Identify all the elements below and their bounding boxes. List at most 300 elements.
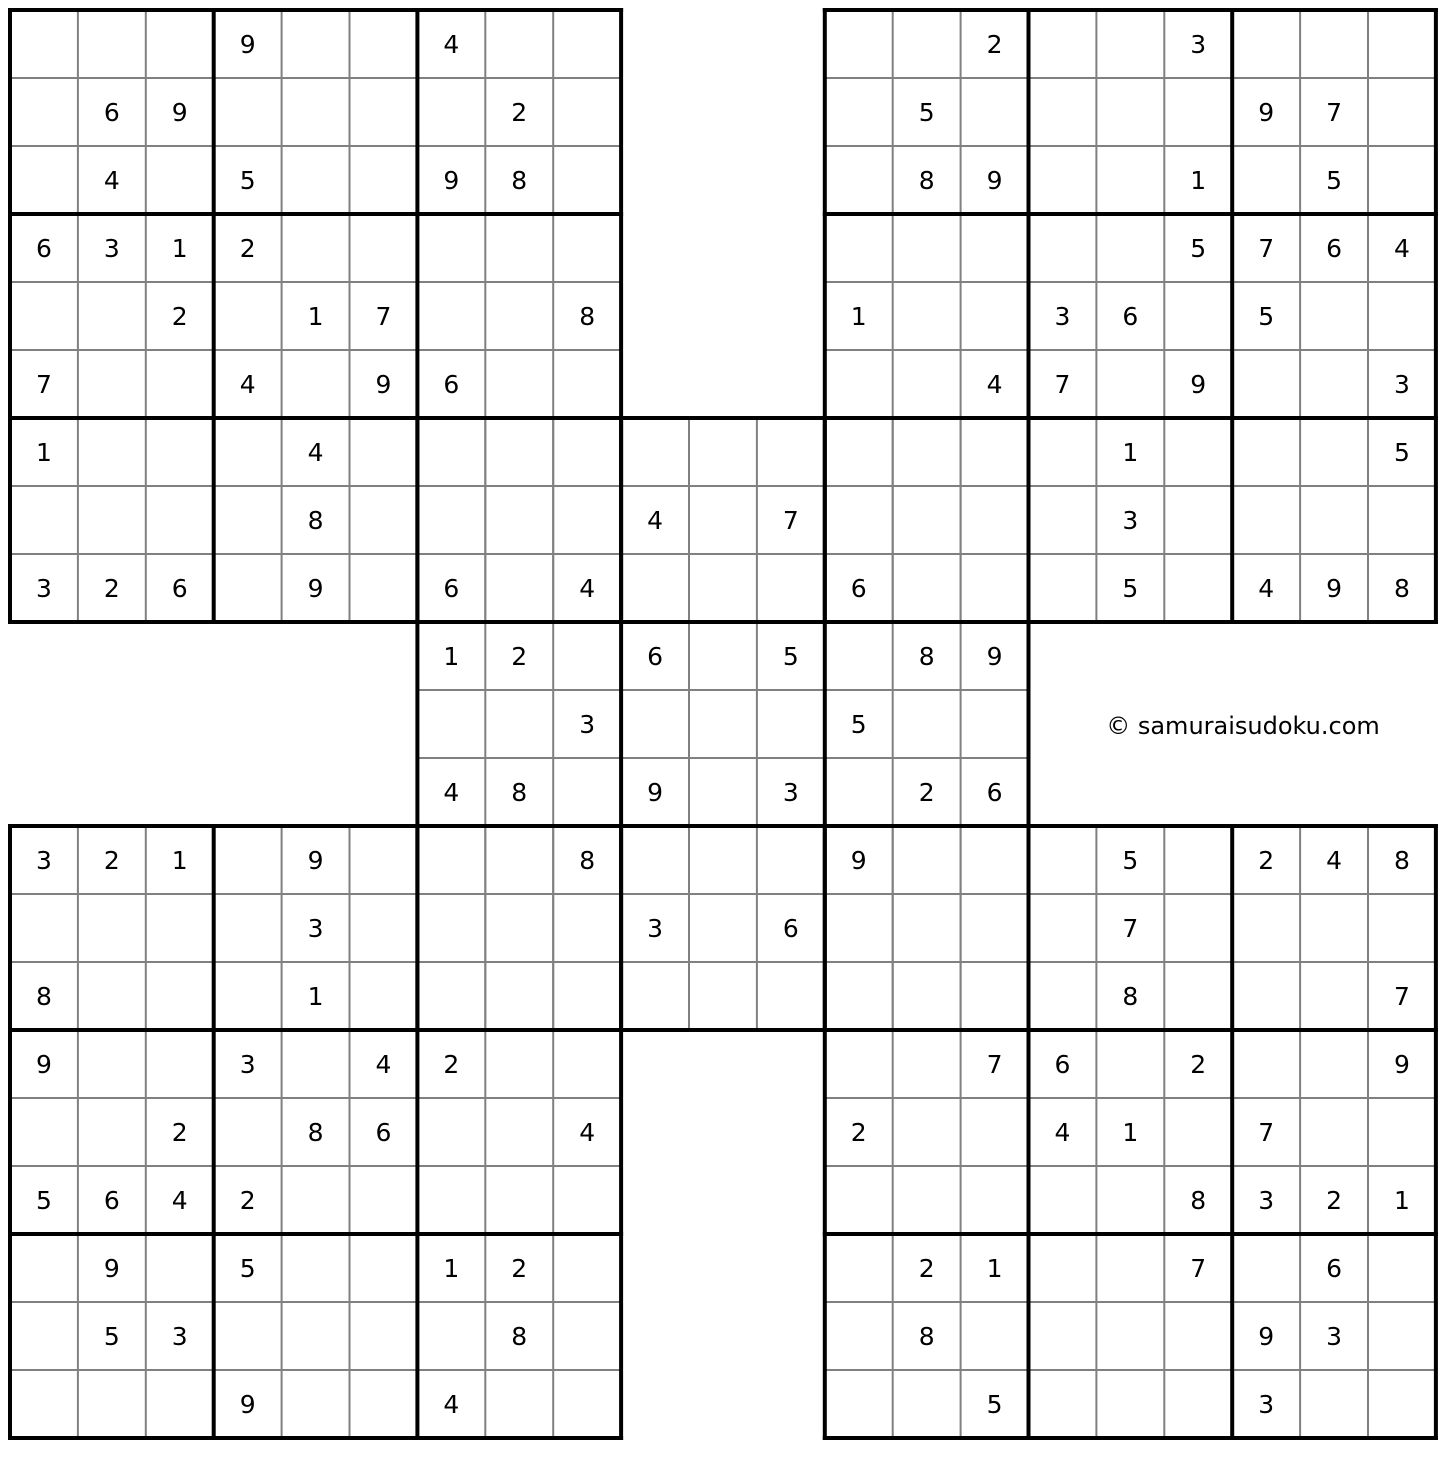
sudoku-cell-top-right[interactable] [1029, 146, 1097, 214]
given-digit: 7 [1054, 370, 1071, 399]
sudoku-cell-center[interactable] [485, 418, 553, 486]
sudoku-cell-top-right[interactable] [1232, 486, 1300, 554]
given-digit: 3 [579, 710, 596, 739]
sudoku-cell-center[interactable] [417, 418, 485, 486]
sudoku-cell-center[interactable] [825, 486, 893, 554]
given-digit: 8 [1122, 982, 1139, 1011]
sudoku-cell-bottom-left[interactable] [146, 1370, 214, 1438]
sudoku-cell-bottom-left[interactable] [417, 1098, 485, 1166]
sudoku-cell-top-right[interactable] [825, 214, 893, 282]
sudoku-cell-bottom-right[interactable] [1164, 894, 1232, 962]
sudoku-cell-bottom-left[interactable] [282, 1302, 350, 1370]
sudoku-cell-bottom-left[interactable] [485, 1030, 553, 1098]
given-digit: 7 [1190, 1254, 1207, 1283]
given-digit: 8 [918, 166, 935, 195]
sudoku-cell-bottom-right[interactable] [1029, 826, 1097, 894]
sudoku-cell-bottom-left[interactable] [417, 962, 485, 1030]
given-digit: 7 [35, 370, 52, 399]
sudoku-cell-center[interactable] [621, 690, 689, 758]
given-digit: 4 [579, 1118, 596, 1147]
sudoku-cell-bottom-left[interactable] [350, 962, 418, 1030]
sudoku-cell-center[interactable] [485, 486, 553, 554]
sudoku-cell-top-left[interactable] [78, 486, 146, 554]
sudoku-cell-top-left[interactable] [78, 418, 146, 486]
sudoku-cell-top-left[interactable] [485, 350, 553, 418]
sudoku-cell-top-right[interactable] [1232, 10, 1300, 78]
sudoku-cell-bottom-right[interactable] [1029, 1302, 1097, 1370]
sudoku-cell-center[interactable] [689, 758, 757, 826]
sudoku-cell-center[interactable] [893, 418, 961, 486]
sudoku-cell-bottom-right[interactable] [1096, 1302, 1164, 1370]
sudoku-cell-center[interactable] [621, 826, 689, 894]
given-digit: 3 [1393, 370, 1410, 399]
sudoku-cell-bottom-left[interactable] [417, 1166, 485, 1234]
sudoku-cell-top-left[interactable] [282, 214, 350, 282]
sudoku-cell-center[interactable] [689, 486, 757, 554]
sudoku-cell-bottom-right[interactable] [825, 894, 893, 962]
sudoku-cell-center[interactable] [961, 554, 1029, 622]
given-digit: 9 [1190, 370, 1207, 399]
sudoku-cell-bottom-right[interactable] [1368, 1234, 1436, 1302]
given-digit: 2 [171, 302, 188, 331]
sudoku-cell-top-right[interactable] [1096, 350, 1164, 418]
sudoku-cell-bottom-left[interactable] [485, 894, 553, 962]
given-digit: 7 [782, 506, 799, 535]
sudoku-cell-center[interactable] [417, 486, 485, 554]
sudoku-cell-top-left[interactable] [553, 10, 621, 78]
sudoku-cell-bottom-left[interactable] [350, 826, 418, 894]
sudoku-cell-top-left[interactable] [282, 146, 350, 214]
given-digit: 6 [1326, 1254, 1343, 1283]
sudoku-cell-top-right[interactable] [1096, 146, 1164, 214]
given-digit: 6 [782, 914, 799, 943]
sudoku-cell-bottom-right[interactable] [825, 1166, 893, 1234]
sudoku-cell-center[interactable] [825, 622, 893, 690]
given-digit: 3 [1190, 30, 1207, 59]
sudoku-cell-bottom-right[interactable] [961, 826, 1029, 894]
sudoku-cell-center[interactable] [825, 418, 893, 486]
sudoku-cell-top-right[interactable] [1300, 350, 1368, 418]
sudoku-cell-top-right[interactable] [1368, 146, 1436, 214]
sudoku-cell-bottom-left[interactable] [10, 894, 78, 962]
sudoku-cell-top-left[interactable] [417, 282, 485, 350]
given-digit: 2 [918, 778, 935, 807]
sudoku-cell-center[interactable] [825, 758, 893, 826]
sudoku-cell-bottom-right[interactable] [1164, 1302, 1232, 1370]
sudoku-cell-center[interactable] [689, 962, 757, 1030]
sudoku-cell-center[interactable] [621, 554, 689, 622]
sudoku-cell-bottom-left[interactable] [146, 894, 214, 962]
sudoku-cell-bottom-right[interactable] [1368, 1370, 1436, 1438]
sudoku-cell-top-right[interactable] [1232, 418, 1300, 486]
sudoku-cell-bottom-right[interactable] [1368, 1302, 1436, 1370]
sudoku-cell-top-left[interactable] [214, 486, 282, 554]
sudoku-cell-bottom-left[interactable] [485, 826, 553, 894]
sudoku-cell-top-right[interactable] [1029, 418, 1097, 486]
given-digit: 4 [647, 506, 664, 535]
sudoku-cell-bottom-right[interactable] [1232, 962, 1300, 1030]
sudoku-cell-center[interactable] [689, 894, 757, 962]
sudoku-cell-bottom-left[interactable] [417, 894, 485, 962]
sudoku-cell-center[interactable] [893, 690, 961, 758]
sudoku-cell-center[interactable] [553, 418, 621, 486]
sudoku-cell-top-right[interactable] [1232, 146, 1300, 214]
sudoku-cell-top-left[interactable] [485, 282, 553, 350]
sudoku-cell-top-right[interactable] [1300, 282, 1368, 350]
sudoku-cell-bottom-left[interactable] [10, 1302, 78, 1370]
sudoku-cell-top-right[interactable] [825, 146, 893, 214]
sudoku-cell-top-right[interactable] [1368, 486, 1436, 554]
sudoku-cell-bottom-left[interactable] [350, 1370, 418, 1438]
given-digit: 3 [782, 778, 799, 807]
sudoku-cell-center[interactable] [893, 486, 961, 554]
given-digit: 2 [511, 1254, 528, 1283]
given-digit: 4 [986, 370, 1003, 399]
sudoku-cell-bottom-left[interactable] [553, 1370, 621, 1438]
sudoku-cell-top-left[interactable] [350, 10, 418, 78]
given-digit: 1 [35, 438, 52, 467]
sudoku-cell-top-left[interactable] [553, 214, 621, 282]
sudoku-cell-bottom-right[interactable] [1164, 826, 1232, 894]
given-digit: 1 [307, 302, 324, 331]
given-digit: 5 [1393, 438, 1410, 467]
given-digit: 5 [986, 1390, 1003, 1419]
given-digit: 2 [103, 846, 120, 875]
sudoku-cell-top-right[interactable] [1164, 78, 1232, 146]
given-digit: 8 [579, 846, 596, 875]
sudoku-cell-bottom-right[interactable] [1232, 894, 1300, 962]
sudoku-cell-top-left[interactable] [146, 486, 214, 554]
sudoku-cell-bottom-left[interactable] [214, 894, 282, 962]
given-digit: 9 [375, 370, 392, 399]
sudoku-cell-center[interactable] [689, 690, 757, 758]
sudoku-cell-center[interactable] [961, 486, 1029, 554]
sudoku-cell-center[interactable] [553, 486, 621, 554]
sudoku-cell-top-right[interactable] [1096, 10, 1164, 78]
sudoku-cell-center[interactable] [417, 690, 485, 758]
sudoku-cell-bottom-left[interactable] [214, 1098, 282, 1166]
given-digit: 2 [1326, 1186, 1343, 1215]
given-digit: 3 [647, 914, 664, 943]
given-digit: 1 [1122, 438, 1139, 467]
sudoku-cell-bottom-right[interactable] [1029, 962, 1097, 1030]
sudoku-cell-bottom-left[interactable] [146, 1030, 214, 1098]
sudoku-cell-top-right[interactable] [1029, 486, 1097, 554]
sudoku-cell-center[interactable] [485, 554, 553, 622]
given-digit: 3 [1122, 506, 1139, 535]
sudoku-cell-top-left[interactable] [282, 10, 350, 78]
sudoku-cell-top-right[interactable] [1300, 418, 1368, 486]
sudoku-cell-bottom-left[interactable] [10, 1234, 78, 1302]
sudoku-cell-bottom-right[interactable] [1300, 1098, 1368, 1166]
sudoku-cell-bottom-right[interactable] [1096, 1370, 1164, 1438]
sudoku-cell-top-right[interactable] [1096, 214, 1164, 282]
sudoku-cell-center[interactable] [689, 622, 757, 690]
sudoku-cell-bottom-left[interactable] [553, 1166, 621, 1234]
sudoku-cell-top-right[interactable] [1164, 486, 1232, 554]
sudoku-cell-bottom-right[interactable] [1096, 1166, 1164, 1234]
sudoku-cell-center[interactable] [961, 418, 1029, 486]
given-digit: 2 [511, 98, 528, 127]
sudoku-cell-bottom-right[interactable] [893, 1166, 961, 1234]
sudoku-cell-bottom-right[interactable] [825, 1234, 893, 1302]
sudoku-cell-bottom-right[interactable] [1029, 1234, 1097, 1302]
sudoku-cell-bottom-right[interactable] [961, 1098, 1029, 1166]
sudoku-cell-bottom-right[interactable] [1096, 1030, 1164, 1098]
sudoku-cell-bottom-left[interactable] [553, 1302, 621, 1370]
sudoku-cell-center[interactable] [485, 690, 553, 758]
sudoku-cell-top-left[interactable] [10, 486, 78, 554]
sudoku-cell-top-right[interactable] [1368, 78, 1436, 146]
given-digit: 6 [103, 98, 120, 127]
sudoku-cell-top-right[interactable] [1029, 554, 1097, 622]
sudoku-cell-bottom-right[interactable] [1300, 1030, 1368, 1098]
sudoku-cell-bottom-left[interactable] [78, 962, 146, 1030]
sudoku-cell-top-left[interactable] [350, 146, 418, 214]
sudoku-cell-center[interactable] [553, 758, 621, 826]
sudoku-cell-top-right[interactable] [961, 282, 1029, 350]
sudoku-cell-top-left[interactable] [214, 554, 282, 622]
sudoku-cell-bottom-right[interactable] [961, 962, 1029, 1030]
sudoku-cell-top-left[interactable] [214, 418, 282, 486]
given-digit: 9 [986, 166, 1003, 195]
sudoku-cell-top-right[interactable] [1029, 78, 1097, 146]
sudoku-cell-bottom-left[interactable] [553, 894, 621, 962]
given-digit: 8 [1393, 574, 1410, 603]
sudoku-cell-bottom-left[interactable] [553, 1030, 621, 1098]
sudoku-cell-top-left[interactable] [417, 78, 485, 146]
given-digit: 8 [579, 302, 596, 331]
sudoku-cell-bottom-right[interactable] [1232, 1234, 1300, 1302]
given-digit: 2 [986, 30, 1003, 59]
given-digit: 6 [1054, 1050, 1071, 1079]
sudoku-cell-top-left[interactable] [10, 10, 78, 78]
given-digit: 2 [239, 1186, 256, 1215]
sudoku-cell-bottom-left[interactable] [553, 1234, 621, 1302]
sudoku-cell-bottom-right[interactable] [1029, 1370, 1097, 1438]
given-digit: 9 [986, 642, 1003, 671]
sudoku-cell-top-left[interactable] [350, 418, 418, 486]
given-digit: 9 [1326, 574, 1343, 603]
sudoku-cell-bottom-left[interactable] [78, 1098, 146, 1166]
sudoku-cell-top-left[interactable] [146, 10, 214, 78]
sudoku-cell-bottom-right[interactable] [893, 894, 961, 962]
sudoku-cell-top-right[interactable] [1164, 418, 1232, 486]
sudoku-cell-top-left[interactable] [350, 486, 418, 554]
given-digit: 6 [171, 574, 188, 603]
given-digit: 5 [850, 710, 867, 739]
sudoku-cell-top-left[interactable] [10, 146, 78, 214]
sudoku-cell-center[interactable] [621, 962, 689, 1030]
given-digit: 9 [103, 1254, 120, 1283]
sudoku-cell-bottom-left[interactable] [282, 1234, 350, 1302]
sudoku-cell-top-left[interactable] [10, 78, 78, 146]
sudoku-cell-top-right[interactable] [961, 214, 1029, 282]
sudoku-cell-bottom-right[interactable] [961, 1302, 1029, 1370]
sudoku-cell-top-right[interactable] [893, 10, 961, 78]
sudoku-cell-center[interactable] [689, 826, 757, 894]
sudoku-cell-bottom-right[interactable] [1368, 894, 1436, 962]
sudoku-cell-center[interactable] [757, 554, 825, 622]
sudoku-cell-top-right[interactable] [893, 350, 961, 418]
sudoku-cell-top-right[interactable] [1029, 10, 1097, 78]
sudoku-cell-bottom-right[interactable] [825, 1302, 893, 1370]
given-digit: 2 [918, 1254, 935, 1283]
sudoku-cell-top-right[interactable] [893, 282, 961, 350]
sudoku-cell-top-right[interactable] [825, 78, 893, 146]
sudoku-cell-bottom-left[interactable] [146, 1234, 214, 1302]
sudoku-cell-bottom-right[interactable] [893, 1098, 961, 1166]
given-digit: 7 [986, 1050, 1003, 1079]
given-digit: 3 [103, 234, 120, 263]
sudoku-cell-bottom-left[interactable] [485, 1370, 553, 1438]
given-digit: 8 [918, 642, 935, 671]
copyright-credit: © samuraisudoku.com [1106, 712, 1380, 740]
sudoku-cell-bottom-right[interactable] [825, 962, 893, 1030]
given-digit: 5 [1258, 302, 1275, 331]
sudoku-cell-top-left[interactable] [214, 78, 282, 146]
sudoku-cell-top-left[interactable] [553, 146, 621, 214]
sudoku-cell-top-right[interactable] [1368, 10, 1436, 78]
sudoku-cell-center[interactable] [757, 418, 825, 486]
sudoku-cell-top-right[interactable] [961, 78, 1029, 146]
given-digit: 6 [850, 574, 867, 603]
sudoku-cell-top-left[interactable] [214, 282, 282, 350]
sudoku-cell-bottom-left[interactable] [485, 962, 553, 1030]
given-digit: 3 [1258, 1186, 1275, 1215]
sudoku-cell-top-left[interactable] [553, 350, 621, 418]
sudoku-cell-bottom-left[interactable] [78, 894, 146, 962]
sudoku-cell-bottom-left[interactable] [350, 1166, 418, 1234]
sudoku-cell-center[interactable] [621, 418, 689, 486]
sudoku-cell-top-left[interactable] [282, 350, 350, 418]
sudoku-cell-bottom-right[interactable] [893, 962, 961, 1030]
sudoku-cell-top-left[interactable] [485, 214, 553, 282]
sudoku-cell-bottom-left[interactable] [282, 1030, 350, 1098]
sudoku-cell-bottom-right[interactable] [1232, 1030, 1300, 1098]
sudoku-cell-bottom-left[interactable] [214, 1302, 282, 1370]
given-digit: 1 [171, 234, 188, 263]
sudoku-cell-bottom-left[interactable] [417, 826, 485, 894]
sudoku-cell-top-left[interactable] [485, 10, 553, 78]
given-digit: 9 [443, 166, 460, 195]
sudoku-cell-bottom-right[interactable] [1300, 894, 1368, 962]
given-digit: 4 [443, 778, 460, 807]
sudoku-cell-bottom-left[interactable] [214, 962, 282, 1030]
sudoku-cell-center[interactable] [689, 554, 757, 622]
sudoku-cell-bottom-left[interactable] [350, 1302, 418, 1370]
sudoku-cell-top-right[interactable] [825, 350, 893, 418]
sudoku-cell-bottom-right[interactable] [1300, 1370, 1368, 1438]
sudoku-cell-top-left[interactable] [350, 78, 418, 146]
sudoku-cell-bottom-left[interactable] [78, 1030, 146, 1098]
given-digit: 4 [443, 30, 460, 59]
sudoku-cell-center[interactable] [757, 690, 825, 758]
sudoku-cell-bottom-left[interactable] [485, 1166, 553, 1234]
given-digit: 9 [239, 30, 256, 59]
sudoku-cell-center[interactable] [553, 622, 621, 690]
given-digit: 4 [239, 370, 256, 399]
given-digit: 3 [1258, 1390, 1275, 1419]
sudoku-cell-bottom-right[interactable] [1029, 894, 1097, 962]
sudoku-cell-top-right[interactable] [1029, 214, 1097, 282]
sudoku-cell-bottom-left[interactable] [282, 1370, 350, 1438]
sudoku-cell-top-left[interactable] [417, 214, 485, 282]
sudoku-cell-bottom-left[interactable] [10, 1098, 78, 1166]
sudoku-cell-bottom-right[interactable] [893, 1370, 961, 1438]
sudoku-cell-bottom-left[interactable] [350, 894, 418, 962]
sudoku-cell-bottom-left[interactable] [553, 962, 621, 1030]
sudoku-cell-top-right[interactable] [1368, 282, 1436, 350]
sudoku-cell-center[interactable] [757, 962, 825, 1030]
given-digit: 2 [443, 1050, 460, 1079]
sudoku-cell-bottom-right[interactable] [1164, 1370, 1232, 1438]
given-digit: 7 [1122, 914, 1139, 943]
sudoku-cell-bottom-left[interactable] [10, 1370, 78, 1438]
given-digit: 3 [35, 846, 52, 875]
sudoku-cell-top-right[interactable] [825, 10, 893, 78]
sudoku-cell-bottom-right[interactable] [1368, 1098, 1436, 1166]
sudoku-cell-top-left[interactable] [78, 282, 146, 350]
sudoku-cell-bottom-right[interactable] [1164, 1098, 1232, 1166]
sudoku-cell-bottom-left[interactable] [146, 962, 214, 1030]
given-digit: 1 [307, 982, 324, 1011]
sudoku-cell-top-left[interactable] [146, 146, 214, 214]
sudoku-cell-top-left[interactable] [146, 350, 214, 418]
sudoku-cell-top-right[interactable] [1164, 554, 1232, 622]
sudoku-cell-top-right[interactable] [1096, 78, 1164, 146]
sudoku-cell-top-right[interactable] [1300, 486, 1368, 554]
sudoku-cell-bottom-left[interactable] [214, 826, 282, 894]
sudoku-cell-top-left[interactable] [146, 418, 214, 486]
sudoku-cell-top-right[interactable] [1300, 10, 1368, 78]
sudoku-cell-bottom-right[interactable] [1300, 962, 1368, 1030]
sudoku-cell-center[interactable] [893, 554, 961, 622]
sudoku-cell-bottom-left[interactable] [350, 1234, 418, 1302]
given-digit: 2 [171, 1118, 188, 1147]
sudoku-cell-bottom-left[interactable] [78, 1370, 146, 1438]
sudoku-cell-center[interactable] [757, 826, 825, 894]
sudoku-cell-top-left[interactable] [350, 554, 418, 622]
sudoku-cell-top-right[interactable] [1232, 350, 1300, 418]
sudoku-cell-bottom-left[interactable] [417, 1302, 485, 1370]
sudoku-cell-center[interactable] [689, 418, 757, 486]
sudoku-cell-bottom-right[interactable] [1096, 1234, 1164, 1302]
sudoku-cell-top-left[interactable] [78, 350, 146, 418]
sudoku-cell-bottom-right[interactable] [825, 1030, 893, 1098]
given-digit: 4 [443, 1390, 460, 1419]
sudoku-cell-bottom-right[interactable] [893, 1030, 961, 1098]
sudoku-cell-bottom-left[interactable] [282, 1166, 350, 1234]
sudoku-cell-bottom-right[interactable] [961, 1166, 1029, 1234]
sudoku-cell-top-left[interactable] [10, 282, 78, 350]
given-digit: 8 [1393, 846, 1410, 875]
sudoku-cell-bottom-left[interactable] [485, 1098, 553, 1166]
sudoku-cell-top-left[interactable] [78, 10, 146, 78]
sudoku-cell-bottom-right[interactable] [1164, 962, 1232, 1030]
sudoku-cell-top-left[interactable] [282, 78, 350, 146]
sudoku-cell-top-left[interactable] [553, 78, 621, 146]
sudoku-cell-bottom-right[interactable] [961, 894, 1029, 962]
sudoku-cell-bottom-right[interactable] [1029, 1166, 1097, 1234]
sudoku-cell-bottom-right[interactable] [893, 826, 961, 894]
sudoku-cell-center[interactable] [961, 690, 1029, 758]
sudoku-cell-top-right[interactable] [893, 214, 961, 282]
sudoku-cell-top-left[interactable] [350, 214, 418, 282]
sudoku-cell-bottom-right[interactable] [825, 1370, 893, 1438]
given-digit: 9 [850, 846, 867, 875]
sudoku-cell-top-right[interactable] [1164, 282, 1232, 350]
